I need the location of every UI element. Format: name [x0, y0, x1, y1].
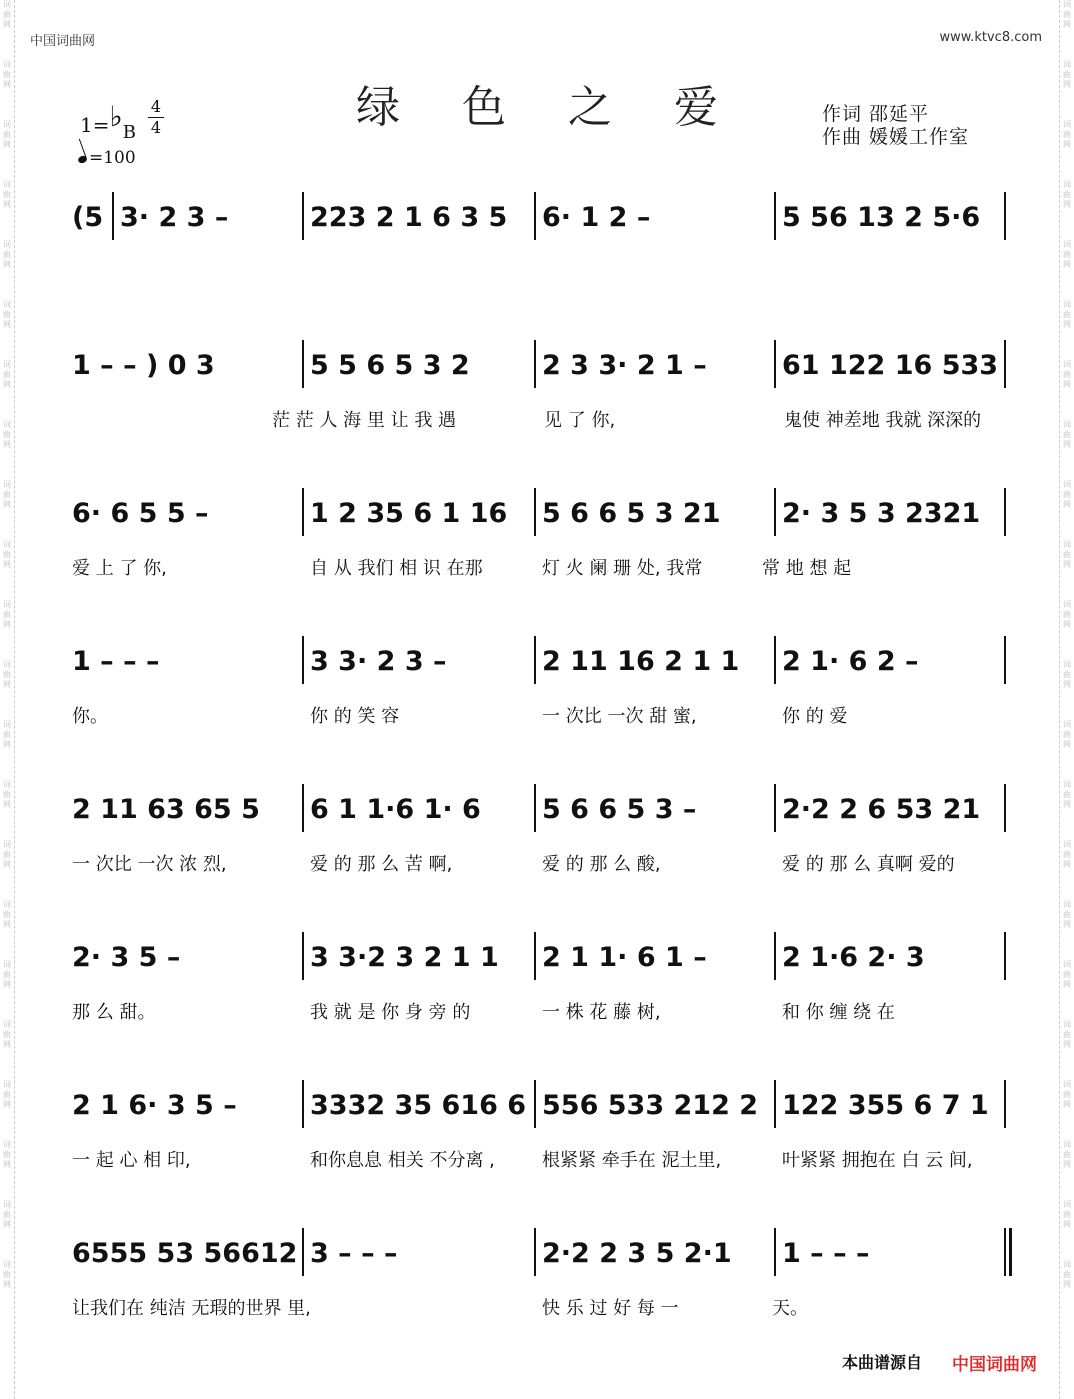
lyric-line: 一 次比 一次 浓 烈, — [72, 854, 227, 875]
bar-line — [534, 1228, 536, 1276]
bar-line — [774, 192, 776, 240]
measure: 1 – – ) 0 3 — [72, 350, 215, 381]
bar-line — [1004, 340, 1006, 388]
lyric-line: 一 株 花 藤 树, — [542, 1002, 661, 1023]
measure: 122 355 6 7 1 — [782, 1090, 989, 1121]
score-row — [72, 932, 1012, 1023]
notation-line — [72, 340, 1012, 392]
notation-line — [72, 932, 1012, 984]
bar-line — [774, 784, 776, 832]
credits — [822, 103, 969, 149]
lyric-line: 快 乐 过 好 每 一 — [542, 1298, 679, 1319]
measure: 5 56 13 2 5·6 — [782, 202, 981, 233]
lyric-line: 你。 — [72, 706, 108, 727]
lyric-line: 让我们在 纯洁 无瑕的世界 里, — [72, 1298, 311, 1319]
key-signature: 1=♭B — [80, 100, 136, 143]
source-label: 本曲谱源自 — [842, 1353, 923, 1372]
side-watermark-left: 词 曲 网 词 曲 网 词 曲 网 词 曲 网 词 曲 网 词 曲 网 词 曲 网 词 曲 网 词 曲 网 词 曲 网 词 曲 网 词 曲 网 词 曲 网 词 曲 网 词 曲 网 词 曲 网 词 曲 网 词 曲 网 词 曲 网 词 曲 网 词 曲 网 词 曲 网 — [0, 0, 15, 1399]
measure: 6· 1 2 – — [542, 202, 651, 233]
lyric-line: 爱 的 那 么 苦 啊, — [310, 854, 453, 875]
bar-line — [534, 932, 536, 980]
notation-line — [72, 636, 1012, 688]
lyricist-credit: 作词 邵延平 — [822, 103, 930, 125]
measure: 2· 3 5 – — [72, 942, 181, 973]
measure: 6555 53 56612 — [72, 1238, 298, 1269]
bar-line — [1004, 784, 1006, 832]
lyric-line: 爱 上 了 你, — [72, 558, 167, 579]
lyric-line: 一 次比 一次 甜 蜜, — [542, 706, 697, 727]
bar-line — [302, 784, 304, 832]
bar-line — [774, 932, 776, 980]
notation-line — [72, 1228, 1012, 1280]
score-row — [72, 1080, 1012, 1171]
measure: 2 11 63 65 5 — [72, 794, 260, 825]
composer-credit: 作曲 媛媛工作室 — [822, 126, 970, 148]
bar-line — [774, 488, 776, 536]
measure: 2 3 3· 2 1 – — [542, 350, 707, 381]
measure: 3332 35 616 6 — [310, 1090, 527, 1121]
bar-line — [534, 784, 536, 832]
bar-line — [774, 1080, 776, 1128]
measure: 1 – – – — [72, 646, 160, 677]
notation-line — [72, 488, 1012, 540]
measure: (5 — [72, 202, 104, 233]
measure: 6· 6 5 5 – — [72, 498, 209, 529]
lyric-line: 根紧紧 牵手在 泥土里, — [542, 1150, 722, 1171]
score-row — [72, 488, 1012, 579]
score-row — [72, 192, 1012, 244]
site-name-left: 中国词曲网 — [30, 34, 96, 49]
bar-line — [774, 1228, 776, 1276]
song-title: 绿色之爱 — [356, 82, 780, 134]
measure: 3 3· 2 3 – — [310, 646, 447, 677]
measure: 2·2 2 3 5 2·1 — [542, 1238, 732, 1269]
notation-line — [72, 192, 1012, 244]
lyric-line: 自 从 我们 相 识 在那 — [310, 558, 483, 579]
measure: 61 122 16 533 — [782, 350, 999, 381]
bar-line — [774, 340, 776, 388]
measure: 2 1 1· 6 1 – — [542, 942, 707, 973]
score-row — [72, 784, 1012, 875]
measure: 2 1·6 2· 3 — [782, 942, 925, 973]
lyric-line: 那 么 甜。 — [72, 1002, 156, 1023]
measure: 5 6 6 5 3 21 — [542, 498, 721, 529]
tempo-marking: =100 — [78, 148, 136, 168]
measure: 3 – – – — [310, 1238, 398, 1269]
measure: 2 1 6· 3 5 – — [72, 1090, 237, 1121]
measure: 1 2 35 6 1 16 — [310, 498, 508, 529]
score-row — [72, 1228, 1012, 1319]
lyric-line: 爱 的 那 么 酸, — [542, 854, 661, 875]
lyric-line: 和 你 缠 绕 在 — [782, 1002, 895, 1023]
measure: 6 1 1·6 1· 6 — [310, 794, 481, 825]
bar-line — [1004, 192, 1006, 240]
bar-line — [302, 192, 304, 240]
bar-line — [1004, 932, 1006, 980]
time-signature: 4 4 — [148, 98, 164, 137]
bar-line — [534, 636, 536, 684]
measure: 556 533 212 2 — [542, 1090, 759, 1121]
bar-line — [1004, 488, 1006, 536]
lyric-line: 和你息息 相关 不分离 , — [310, 1150, 495, 1171]
measure: 5 6 6 5 3 – — [542, 794, 697, 825]
bar-line — [534, 1080, 536, 1128]
measure: 5 5 6 5 3 2 — [310, 350, 470, 381]
bar-line — [774, 636, 776, 684]
measure: 3 3·2 3 2 1 1 — [310, 942, 499, 973]
bar-line — [302, 340, 304, 388]
measure: 2· 3 5 3 2321 — [782, 498, 981, 529]
bar-line — [112, 192, 114, 240]
lyric-line: 你 的 爱 — [782, 706, 848, 727]
lyric-line: 我 就 是 你 身 旁 的 — [310, 1002, 471, 1023]
bar-line — [302, 488, 304, 536]
lyric-line: 常 地 想 起 — [762, 558, 852, 579]
lyric-line: 茫 茫 人 海 里 让 我 遇 — [272, 410, 457, 431]
site-url-right: www.ktvc8.com — [939, 30, 1042, 45]
lyric-line: 你 的 笑 容 — [310, 706, 400, 727]
lyric-line: 一 起 心 相 印, — [72, 1150, 191, 1171]
lyric-line: 爱 的 那 么 真啊 爱的 — [782, 854, 955, 875]
measure: 2 1· 6 2 – — [782, 646, 919, 677]
lyric-line: 灯 火 阑 珊 处, 我常 — [542, 558, 703, 579]
lyric-line: 天。 — [772, 1298, 808, 1319]
lyric-line: 见 了 你, — [544, 410, 616, 431]
notation-line — [72, 1080, 1012, 1132]
notation-line — [72, 784, 1012, 836]
measure: 2·2 2 6 53 21 — [782, 794, 981, 825]
lyric-line: 叶紧紧 拥抱在 白 云 间, — [782, 1150, 973, 1171]
bar-line — [302, 1228, 304, 1276]
score-row — [72, 340, 1012, 431]
bar-line — [534, 340, 536, 388]
bar-line — [1004, 1080, 1006, 1128]
bar-line — [1004, 636, 1006, 684]
lyric-line: 鬼使 神差地 我就 深深的 — [784, 410, 982, 431]
bar-line — [534, 488, 536, 536]
measure: 223 2 1 6 3 5 — [310, 202, 508, 233]
quarter-note-icon — [77, 155, 88, 165]
bar-line — [534, 192, 536, 240]
bar-line — [302, 1080, 304, 1128]
source-site: 中国词曲网 — [952, 1355, 1037, 1375]
measure: 3· 2 3 – — [120, 202, 229, 233]
bar-line — [302, 636, 304, 684]
measure: 1 – – – — [782, 1238, 870, 1269]
bar-line — [302, 932, 304, 980]
score-row — [72, 636, 1012, 727]
side-watermark-right: 词 曲 网 词 曲 网 词 曲 网 词 曲 网 词 曲 网 词 曲 网 词 曲 网 词 曲 网 词 曲 网 词 曲 网 词 曲 网 词 曲 网 词 曲 网 词 曲 网 词 曲 网 词 曲 网 词 曲 网 词 曲 网 词 曲 网 词 曲 网 词 曲 网 词 曲 网 — [1059, 0, 1074, 1399]
measure: 2 11 16 2 1 1 — [542, 646, 740, 677]
final-bar-line — [1004, 1228, 1012, 1276]
